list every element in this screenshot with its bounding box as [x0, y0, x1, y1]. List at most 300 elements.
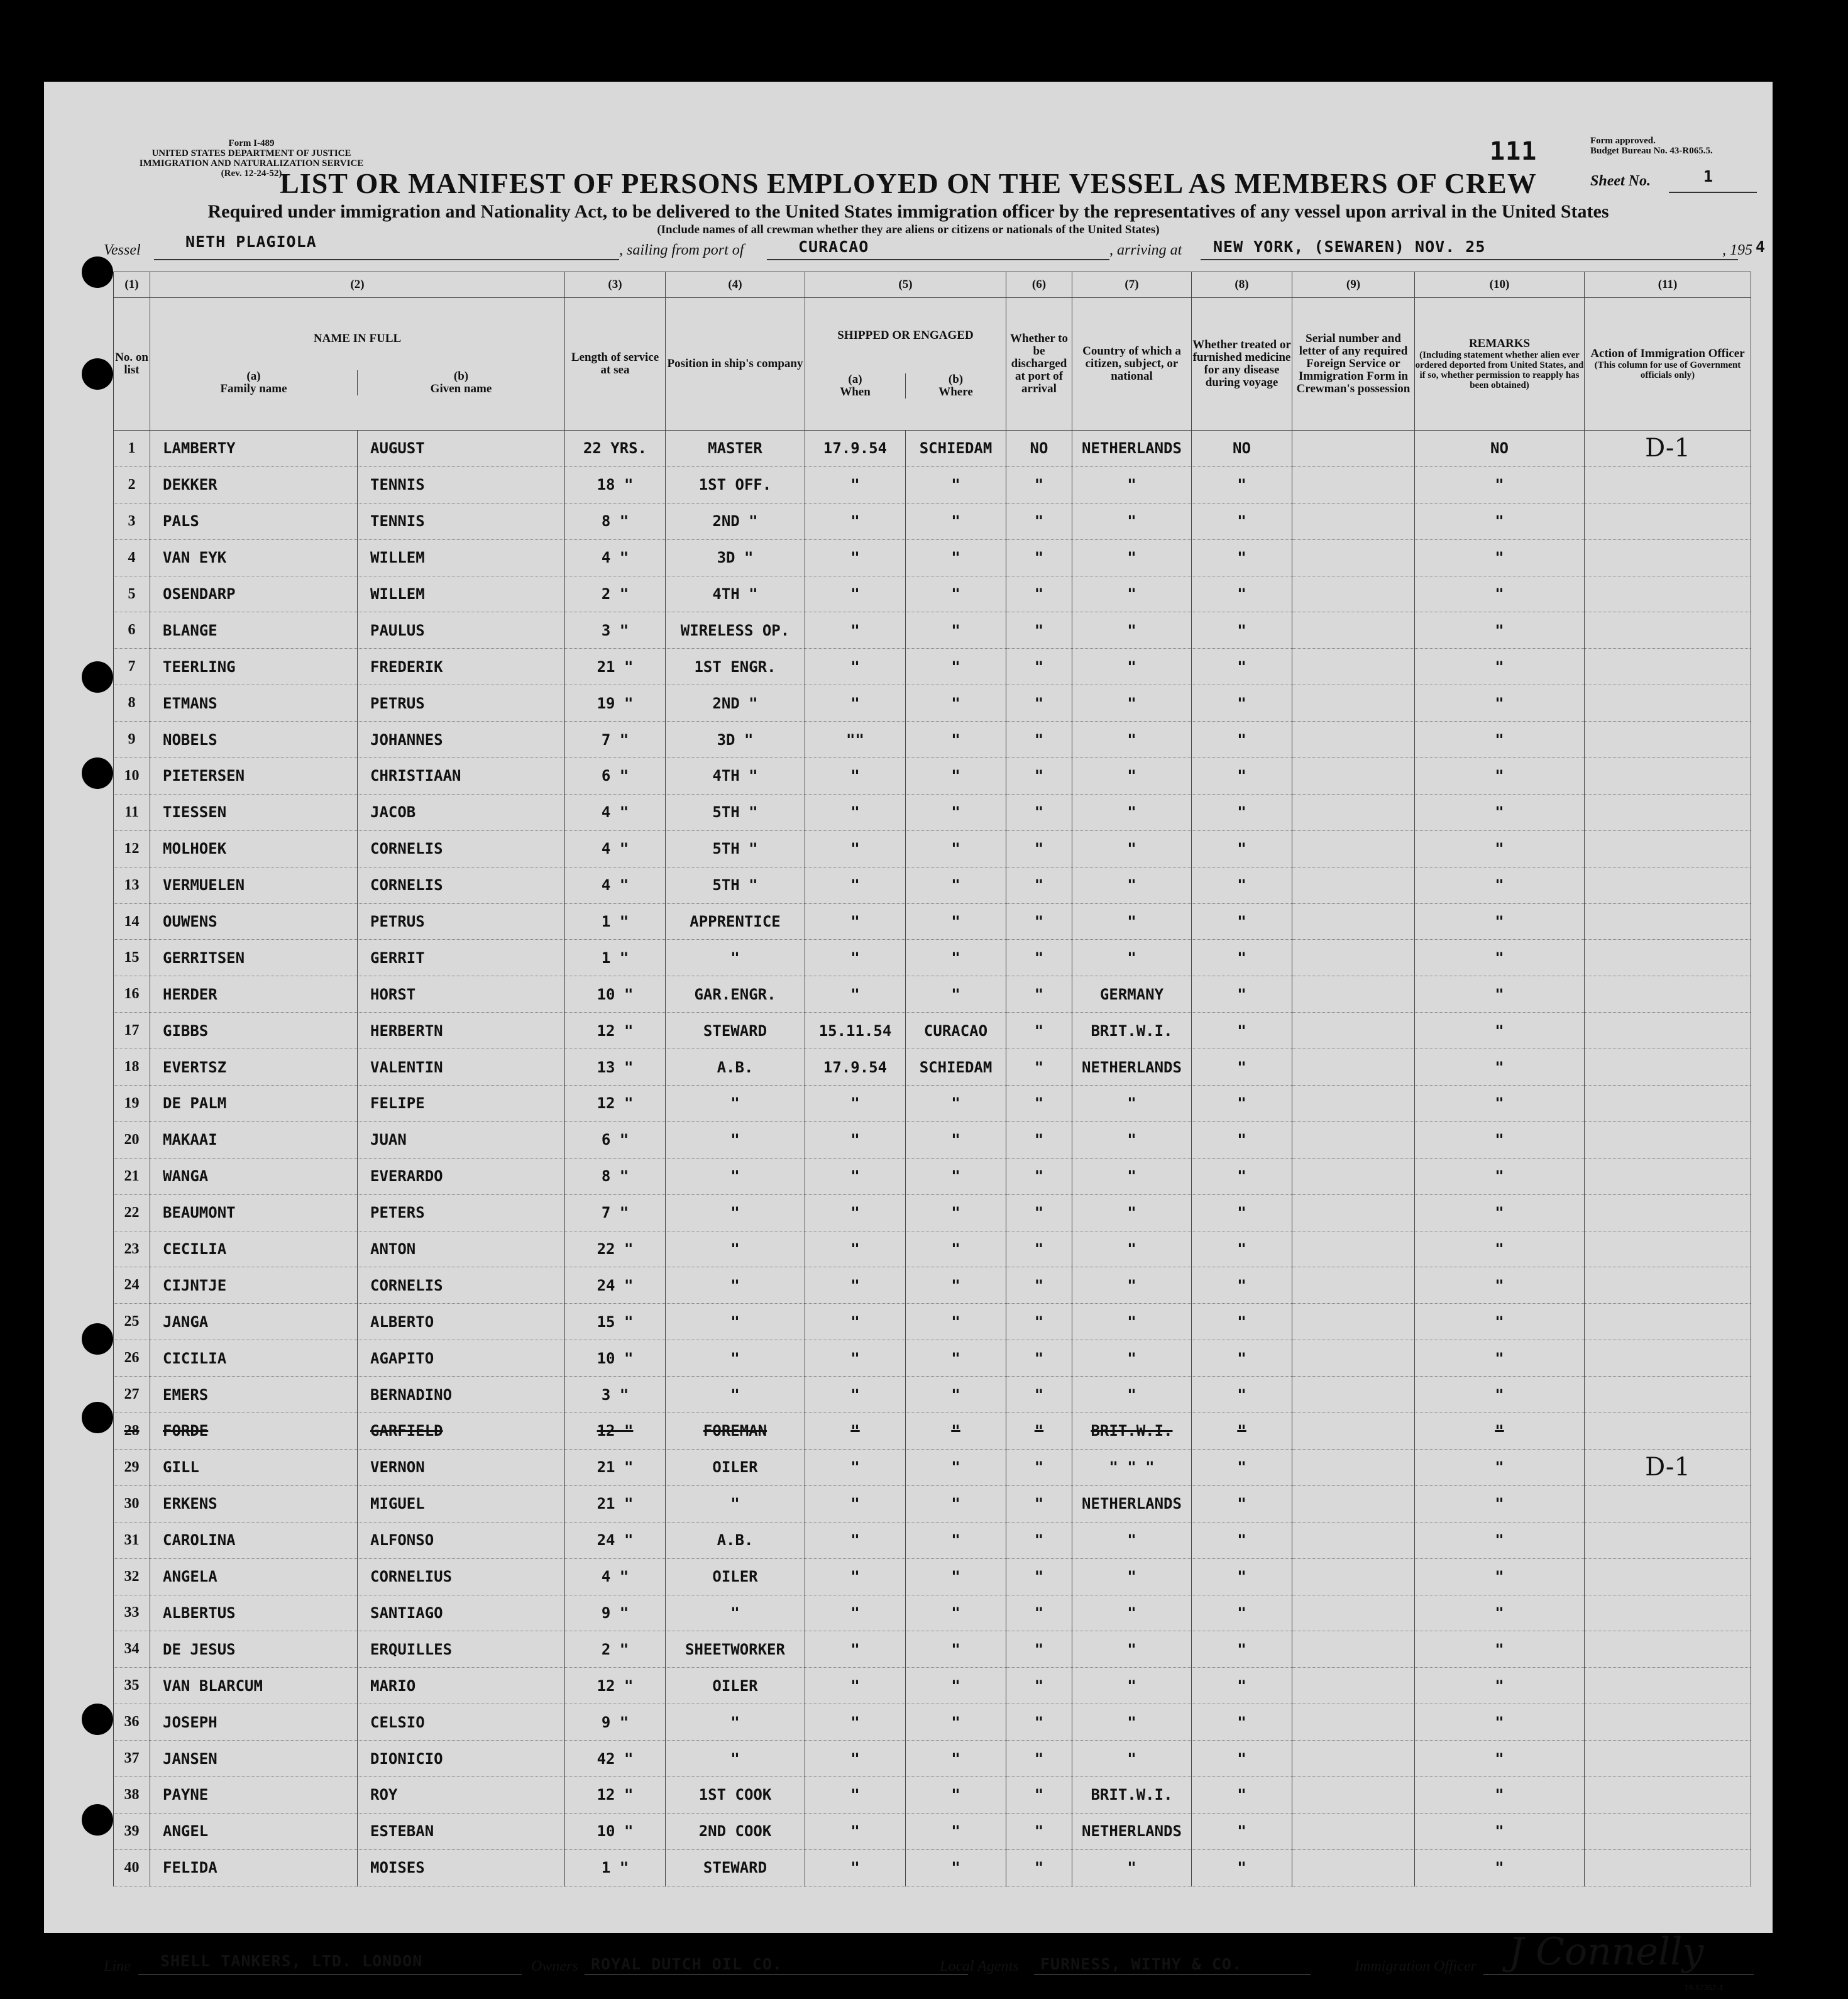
cell-serial-number[interactable] [1292, 685, 1415, 722]
cell-country[interactable]: BRIT.W.I. [1072, 1413, 1192, 1450]
cell-remarks[interactable]: " [1415, 503, 1585, 539]
cell-country[interactable]: " [1072, 1377, 1192, 1413]
cell-remarks[interactable]: " [1415, 1231, 1585, 1267]
cell-given-name[interactable]: GARFIELD [358, 1413, 565, 1450]
cell-country[interactable]: " [1072, 1086, 1192, 1122]
cell-shipped-where[interactable]: " [906, 576, 1006, 612]
cell-given-name[interactable]: PETRUS [358, 685, 565, 722]
cell-given-name[interactable]: WILLEM [358, 539, 565, 576]
cell-shipped-when[interactable]: " [805, 1668, 906, 1704]
cell-given-name[interactable]: DIONICIO [358, 1741, 565, 1777]
cell-length-of-service[interactable]: 1 " [565, 1849, 666, 1886]
cell-country[interactable]: " [1072, 867, 1192, 903]
cell-officer-action[interactable] [1585, 1049, 1751, 1086]
cell-shipped-where[interactable]: " [906, 539, 1006, 576]
cell-shipped-where[interactable]: " [906, 1086, 1006, 1122]
cell-given-name[interactable]: MOISES [358, 1849, 565, 1886]
cell-given-name[interactable]: ROY [358, 1776, 565, 1813]
cell-shipped-where[interactable]: " [906, 1158, 1006, 1194]
cell-shipped-when[interactable]: " [805, 1631, 906, 1668]
cell-discharged[interactable]: " [1006, 1776, 1072, 1813]
cell-country[interactable]: NETHERLANDS [1072, 1485, 1192, 1522]
cell-given-name[interactable]: EVERARDO [358, 1158, 565, 1194]
cell-treated[interactable]: " [1192, 612, 1292, 649]
cell-length-of-service[interactable]: 12 " [565, 1086, 666, 1122]
cell-serial-number[interactable] [1292, 758, 1415, 795]
cell-shipped-when[interactable]: " [805, 1194, 906, 1231]
cell-given-name[interactable]: ERQUILLES [358, 1631, 565, 1668]
cell-treated[interactable]: " [1192, 1049, 1292, 1086]
cell-remarks[interactable]: " [1415, 685, 1585, 722]
cell-treated[interactable]: " [1192, 1340, 1292, 1377]
cell-treated[interactable]: " [1192, 685, 1292, 722]
cell-officer-action[interactable] [1585, 503, 1751, 539]
cell-length-of-service[interactable]: 42 " [565, 1741, 666, 1777]
cell-officer-action[interactable] [1585, 794, 1751, 830]
vessel-value[interactable]: NETH PLAGIOLA [185, 233, 317, 251]
cell-remarks[interactable]: " [1415, 1194, 1585, 1231]
cell-given-name[interactable]: HERBERTN [358, 1013, 565, 1049]
cell-shipped-where[interactable]: " [906, 1121, 1006, 1158]
cell-position[interactable]: STEWARD [666, 1013, 805, 1049]
cell-shipped-when[interactable]: " [805, 830, 906, 867]
cell-shipped-where[interactable]: " [906, 1449, 1006, 1485]
cell-discharged[interactable]: " [1006, 1013, 1072, 1049]
cell-shipped-where[interactable]: " [906, 503, 1006, 539]
cell-family-name[interactable]: DEKKER [150, 466, 358, 503]
cell-shipped-where[interactable]: " [906, 1231, 1006, 1267]
cell-treated[interactable]: " [1192, 1449, 1292, 1485]
cell-given-name[interactable]: TENNIS [358, 503, 565, 539]
cell-discharged[interactable]: " [1006, 576, 1072, 612]
cell-position[interactable]: " [666, 1595, 805, 1631]
cell-family-name[interactable]: HERDER [150, 976, 358, 1013]
cell-given-name[interactable]: CORNELIS [358, 830, 565, 867]
cell-shipped-where[interactable]: " [906, 1813, 1006, 1849]
cell-discharged[interactable]: " [1006, 867, 1072, 903]
cell-family-name[interactable]: GILL [150, 1449, 358, 1485]
cell-serial-number[interactable] [1292, 1377, 1415, 1413]
cell-discharged[interactable]: " [1006, 649, 1072, 685]
cell-length-of-service[interactable]: 21 " [565, 1449, 666, 1485]
cell-officer-action[interactable] [1585, 612, 1751, 649]
cell-serial-number[interactable] [1292, 1595, 1415, 1631]
cell-serial-number[interactable] [1292, 612, 1415, 649]
cell-remarks[interactable]: " [1415, 649, 1585, 685]
cell-discharged[interactable]: " [1006, 685, 1072, 722]
cell-length-of-service[interactable]: 10 " [565, 976, 666, 1013]
cell-given-name[interactable]: GERRIT [358, 940, 565, 976]
cell-discharged[interactable]: " [1006, 1668, 1072, 1704]
cell-given-name[interactable]: CORNELIS [358, 867, 565, 903]
cell-treated[interactable]: " [1192, 503, 1292, 539]
cell-length-of-service[interactable]: 19 " [565, 685, 666, 722]
cell-discharged[interactable]: " [1006, 1086, 1072, 1122]
cell-serial-number[interactable] [1292, 1231, 1415, 1267]
cell-officer-action[interactable] [1585, 1231, 1751, 1267]
cell-position[interactable]: " [666, 1158, 805, 1194]
cell-shipped-when[interactable]: " [805, 1741, 906, 1777]
cell-discharged[interactable]: " [1006, 903, 1072, 940]
cell-treated[interactable]: " [1192, 794, 1292, 830]
cell-shipped-when[interactable]: " [805, 1558, 906, 1595]
cell-family-name[interactable]: CICILIA [150, 1340, 358, 1377]
line-value[interactable]: SHELL TANKERS, LTD. LONDON [160, 1952, 423, 1970]
cell-shipped-where[interactable]: " [906, 758, 1006, 795]
cell-position[interactable]: " [666, 1741, 805, 1777]
cell-remarks[interactable]: " [1415, 1013, 1585, 1049]
cell-length-of-service[interactable]: 10 " [565, 1813, 666, 1849]
cell-serial-number[interactable] [1292, 1158, 1415, 1194]
cell-shipped-where[interactable]: " [906, 1304, 1006, 1340]
cell-serial-number[interactable] [1292, 940, 1415, 976]
cell-treated[interactable]: " [1192, 1013, 1292, 1049]
cell-shipped-when[interactable]: " [805, 1158, 906, 1194]
cell-country[interactable]: " [1072, 794, 1192, 830]
cell-position[interactable]: APPRENTICE [666, 903, 805, 940]
cell-position[interactable]: " [666, 1231, 805, 1267]
cell-shipped-when[interactable]: " [805, 612, 906, 649]
cell-discharged[interactable]: " [1006, 1231, 1072, 1267]
cell-family-name[interactable]: MOLHOEK [150, 830, 358, 867]
cell-shipped-when[interactable]: " [805, 1849, 906, 1886]
cell-length-of-service[interactable]: 12 " [565, 1668, 666, 1704]
cell-discharged[interactable]: " [1006, 466, 1072, 503]
cell-remarks[interactable]: " [1415, 940, 1585, 976]
cell-officer-action[interactable] [1585, 940, 1751, 976]
cell-remarks[interactable]: " [1415, 466, 1585, 503]
cell-shipped-where[interactable]: " [906, 794, 1006, 830]
cell-position[interactable]: A.B. [666, 1049, 805, 1086]
cell-given-name[interactable]: HORST [358, 976, 565, 1013]
cell-serial-number[interactable] [1292, 1813, 1415, 1849]
cell-family-name[interactable]: JANSEN [150, 1741, 358, 1777]
cell-given-name[interactable]: JOHANNES [358, 722, 565, 758]
cell-position[interactable]: 5TH " [666, 867, 805, 903]
cell-discharged[interactable]: " [1006, 1522, 1072, 1558]
cell-remarks[interactable]: " [1415, 1049, 1585, 1086]
cell-given-name[interactable]: JUAN [358, 1121, 565, 1158]
cell-discharged[interactable]: " [1006, 1558, 1072, 1595]
cell-country[interactable]: " " " [1072, 1449, 1192, 1485]
cell-length-of-service[interactable]: 3 " [565, 1377, 666, 1413]
cell-position[interactable]: " [666, 1704, 805, 1741]
cell-country[interactable]: " [1072, 1267, 1192, 1304]
agents-value[interactable]: FURNESS, WITHY & CO. [1040, 1955, 1243, 1973]
cell-officer-action[interactable] [1585, 1158, 1751, 1194]
cell-given-name[interactable]: MIGUEL [358, 1485, 565, 1522]
cell-serial-number[interactable] [1292, 539, 1415, 576]
cell-country[interactable]: " [1072, 1595, 1192, 1631]
cell-discharged[interactable]: " [1006, 1704, 1072, 1741]
cell-family-name[interactable]: FORDE [150, 1413, 358, 1450]
cell-remarks[interactable]: " [1415, 1522, 1585, 1558]
cell-given-name[interactable]: SANTIAGO [358, 1595, 565, 1631]
cell-country[interactable]: " [1072, 1158, 1192, 1194]
cell-family-name[interactable]: BLANGE [150, 612, 358, 649]
cell-shipped-when[interactable]: " [805, 649, 906, 685]
cell-officer-action[interactable] [1585, 1121, 1751, 1158]
cell-country[interactable]: " [1072, 1631, 1192, 1668]
cell-family-name[interactable]: VAN BLARCUM [150, 1668, 358, 1704]
cell-shipped-when[interactable]: 17.9.54 [805, 1049, 906, 1086]
cell-family-name[interactable]: GIBBS [150, 1013, 358, 1049]
cell-position[interactable]: " [666, 1267, 805, 1304]
cell-officer-action[interactable] [1585, 1377, 1751, 1413]
cell-family-name[interactable]: JANGA [150, 1304, 358, 1340]
cell-position[interactable]: 2ND " [666, 503, 805, 539]
cell-treated[interactable]: " [1192, 1776, 1292, 1813]
cell-given-name[interactable]: ALFONSO [358, 1522, 565, 1558]
cell-officer-action[interactable] [1585, 867, 1751, 903]
cell-length-of-service[interactable]: 10 " [565, 1340, 666, 1377]
cell-position[interactable]: 3D " [666, 539, 805, 576]
cell-officer-action[interactable] [1585, 1558, 1751, 1595]
cell-shipped-when[interactable]: " [805, 1704, 906, 1741]
cell-discharged[interactable]: " [1006, 1741, 1072, 1777]
cell-officer-action[interactable] [1585, 685, 1751, 722]
cell-position[interactable]: 1ST OFF. [666, 466, 805, 503]
cell-shipped-where[interactable]: " [906, 1741, 1006, 1777]
cell-given-name[interactable]: ANTON [358, 1231, 565, 1267]
cell-discharged[interactable]: " [1006, 722, 1072, 758]
cell-remarks[interactable]: " [1415, 1485, 1585, 1522]
cell-family-name[interactable]: EVERTSZ [150, 1049, 358, 1086]
cell-position[interactable]: 2ND COOK [666, 1813, 805, 1849]
cell-family-name[interactable]: LAMBERTY [150, 431, 358, 467]
cell-shipped-where[interactable]: " [906, 1704, 1006, 1741]
arriving-value[interactable]: NEW YORK, (SEWAREN) NOV. 25 [1213, 238, 1486, 256]
cell-shipped-when[interactable]: " [805, 1413, 906, 1450]
cell-position[interactable]: " [666, 1340, 805, 1377]
cell-serial-number[interactable] [1292, 1013, 1415, 1049]
cell-position[interactable]: " [666, 1485, 805, 1522]
cell-family-name[interactable]: PAYNE [150, 1776, 358, 1813]
cell-remarks[interactable]: " [1415, 576, 1585, 612]
cell-treated[interactable]: " [1192, 1631, 1292, 1668]
cell-officer-action[interactable] [1585, 758, 1751, 795]
cell-position[interactable]: 5TH " [666, 830, 805, 867]
cell-shipped-when[interactable]: " [805, 1449, 906, 1485]
cell-position[interactable]: SHEETWORKER [666, 1631, 805, 1668]
cell-given-name[interactable]: FELIPE [358, 1086, 565, 1122]
sailing-value[interactable]: CURACAO [798, 238, 869, 256]
cell-discharged[interactable]: " [1006, 612, 1072, 649]
cell-serial-number[interactable] [1292, 1449, 1415, 1485]
cell-discharged[interactable]: " [1006, 1049, 1072, 1086]
cell-country[interactable]: " [1072, 722, 1192, 758]
cell-shipped-when[interactable]: " [805, 466, 906, 503]
cell-shipped-where[interactable]: " [906, 903, 1006, 940]
cell-shipped-where[interactable]: " [906, 1340, 1006, 1377]
cell-remarks[interactable]: " [1415, 612, 1585, 649]
cell-discharged[interactable]: " [1006, 1121, 1072, 1158]
cell-length-of-service[interactable]: 4 " [565, 794, 666, 830]
cell-shipped-where[interactable]: " [906, 612, 1006, 649]
cell-officer-action[interactable] [1585, 1522, 1751, 1558]
cell-discharged[interactable]: " [1006, 1485, 1072, 1522]
cell-officer-action[interactable] [1585, 1194, 1751, 1231]
cell-country[interactable]: " [1072, 1231, 1192, 1267]
cell-remarks[interactable]: " [1415, 1741, 1585, 1777]
cell-treated[interactable]: " [1192, 1413, 1292, 1450]
cell-given-name[interactable]: MARIO [358, 1668, 565, 1704]
cell-shipped-where[interactable]: " [906, 649, 1006, 685]
cell-remarks[interactable]: " [1415, 1704, 1585, 1741]
cell-discharged[interactable]: " [1006, 1377, 1072, 1413]
cell-treated[interactable]: " [1192, 976, 1292, 1013]
cell-country[interactable]: " [1072, 1121, 1192, 1158]
cell-discharged[interactable]: " [1006, 940, 1072, 976]
cell-serial-number[interactable] [1292, 1776, 1415, 1813]
cell-shipped-where[interactable]: " [906, 1194, 1006, 1231]
cell-position[interactable]: " [666, 1086, 805, 1122]
cell-officer-action[interactable] [1585, 539, 1751, 576]
cell-remarks[interactable]: " [1415, 539, 1585, 576]
cell-length-of-service[interactable]: 6 " [565, 1121, 666, 1158]
cell-shipped-when[interactable]: 17.9.54 [805, 431, 906, 467]
cell-treated[interactable]: " [1192, 867, 1292, 903]
cell-serial-number[interactable] [1292, 1304, 1415, 1340]
cell-serial-number[interactable] [1292, 576, 1415, 612]
cell-shipped-when[interactable]: " [805, 1595, 906, 1631]
cell-country[interactable]: " [1072, 1558, 1192, 1595]
cell-position[interactable]: OILER [666, 1668, 805, 1704]
cell-shipped-when[interactable]: " [805, 794, 906, 830]
cell-shipped-when[interactable]: " [805, 1377, 906, 1413]
cell-length-of-service[interactable]: 9 " [565, 1704, 666, 1741]
cell-position[interactable]: " [666, 1121, 805, 1158]
cell-discharged[interactable]: " [1006, 1267, 1072, 1304]
cell-officer-action[interactable] [1585, 1595, 1751, 1631]
cell-shipped-where[interactable]: " [906, 1377, 1006, 1413]
cell-remarks[interactable]: NO [1415, 431, 1585, 467]
cell-family-name[interactable]: DE JESUS [150, 1631, 358, 1668]
cell-family-name[interactable]: GERRITSEN [150, 940, 358, 976]
cell-officer-action[interactable] [1585, 1668, 1751, 1704]
cell-remarks[interactable]: " [1415, 1413, 1585, 1450]
cell-officer-action[interactable] [1585, 1267, 1751, 1304]
cell-shipped-where[interactable]: SCHIEDAM [906, 1049, 1006, 1086]
cell-shipped-when[interactable]: " [805, 503, 906, 539]
cell-serial-number[interactable] [1292, 794, 1415, 830]
cell-country[interactable]: BRIT.W.I. [1072, 1013, 1192, 1049]
cell-treated[interactable]: " [1192, 1668, 1292, 1704]
cell-remarks[interactable]: " [1415, 722, 1585, 758]
cell-position[interactable]: 5TH " [666, 794, 805, 830]
cell-remarks[interactable]: " [1415, 1449, 1585, 1485]
cell-family-name[interactable]: CIJNTJE [150, 1267, 358, 1304]
cell-family-name[interactable]: ALBERTUS [150, 1595, 358, 1631]
cell-family-name[interactable]: CAROLINA [150, 1522, 358, 1558]
cell-serial-number[interactable] [1292, 1741, 1415, 1777]
cell-position[interactable]: 4TH " [666, 758, 805, 795]
cell-discharged[interactable]: " [1006, 1631, 1072, 1668]
cell-position[interactable]: GAR.ENGR. [666, 976, 805, 1013]
cell-family-name[interactable]: TEERLING [150, 649, 358, 685]
cell-serial-number[interactable] [1292, 1849, 1415, 1886]
cell-family-name[interactable]: TIESSEN [150, 794, 358, 830]
cell-length-of-service[interactable]: 24 " [565, 1267, 666, 1304]
cell-remarks[interactable]: " [1415, 1158, 1585, 1194]
cell-discharged[interactable]: " [1006, 830, 1072, 867]
cell-serial-number[interactable] [1292, 867, 1415, 903]
cell-shipped-where[interactable]: " [906, 1413, 1006, 1450]
cell-given-name[interactable]: CHRISTIAAN [358, 758, 565, 795]
cell-length-of-service[interactable]: 21 " [565, 1485, 666, 1522]
cell-position[interactable]: STEWARD [666, 1849, 805, 1886]
cell-position[interactable]: " [666, 1304, 805, 1340]
cell-officer-action[interactable] [1585, 1485, 1751, 1522]
cell-shipped-where[interactable]: " [906, 940, 1006, 976]
cell-given-name[interactable]: VERNON [358, 1449, 565, 1485]
cell-shipped-where[interactable]: " [906, 1485, 1006, 1522]
cell-serial-number[interactable] [1292, 1485, 1415, 1522]
cell-serial-number[interactable] [1292, 1413, 1415, 1450]
cell-treated[interactable]: " [1192, 903, 1292, 940]
cell-shipped-where[interactable]: " [906, 722, 1006, 758]
cell-remarks[interactable]: " [1415, 1267, 1585, 1304]
cell-discharged[interactable]: " [1006, 1849, 1072, 1886]
cell-shipped-where[interactable]: " [906, 1558, 1006, 1595]
cell-serial-number[interactable] [1292, 976, 1415, 1013]
cell-country[interactable]: " [1072, 1522, 1192, 1558]
cell-shipped-when[interactable]: " [805, 1231, 906, 1267]
cell-position[interactable]: 1ST ENGR. [666, 649, 805, 685]
cell-officer-action[interactable] [1585, 1413, 1751, 1450]
cell-shipped-when[interactable]: " [805, 976, 906, 1013]
cell-discharged[interactable]: " [1006, 1449, 1072, 1485]
cell-officer-action[interactable] [1585, 1776, 1751, 1813]
cell-length-of-service[interactable]: 18 " [565, 466, 666, 503]
cell-serial-number[interactable] [1292, 1704, 1415, 1741]
cell-shipped-where[interactable]: " [906, 830, 1006, 867]
cell-shipped-when[interactable]: " [805, 539, 906, 576]
cell-shipped-where[interactable]: CURACAO [906, 1013, 1006, 1049]
cell-serial-number[interactable] [1292, 1049, 1415, 1086]
cell-officer-action[interactable] [1585, 1813, 1751, 1849]
cell-discharged[interactable]: " [1006, 794, 1072, 830]
cell-serial-number[interactable] [1292, 1631, 1415, 1668]
cell-country[interactable]: " [1072, 1304, 1192, 1340]
cell-family-name[interactable]: PALS [150, 503, 358, 539]
cell-family-name[interactable]: MAKAAI [150, 1121, 358, 1158]
cell-remarks[interactable]: " [1415, 1631, 1585, 1668]
cell-treated[interactable]: " [1192, 1595, 1292, 1631]
cell-shipped-when[interactable]: " [805, 1776, 906, 1813]
cell-family-name[interactable]: ANGEL [150, 1813, 358, 1849]
cell-serial-number[interactable] [1292, 649, 1415, 685]
cell-discharged[interactable]: NO [1006, 431, 1072, 467]
cell-length-of-service[interactable]: 2 " [565, 1631, 666, 1668]
cell-given-name[interactable]: BERNADINO [358, 1377, 565, 1413]
cell-country[interactable]: " [1072, 539, 1192, 576]
cell-length-of-service[interactable]: 4 " [565, 539, 666, 576]
cell-length-of-service[interactable]: 1 " [565, 940, 666, 976]
cell-family-name[interactable]: NOBELS [150, 722, 358, 758]
cell-remarks[interactable]: " [1415, 830, 1585, 867]
cell-serial-number[interactable] [1292, 466, 1415, 503]
cell-family-name[interactable]: OUWENS [150, 903, 358, 940]
cell-position[interactable]: A.B. [666, 1522, 805, 1558]
cell-country[interactable]: " [1072, 612, 1192, 649]
cell-shipped-when[interactable]: " [805, 1304, 906, 1340]
cell-serial-number[interactable] [1292, 503, 1415, 539]
cell-position[interactable]: 2ND " [666, 685, 805, 722]
cell-remarks[interactable]: " [1415, 1121, 1585, 1158]
cell-position[interactable]: " [666, 940, 805, 976]
cell-officer-action[interactable] [1585, 1631, 1751, 1668]
